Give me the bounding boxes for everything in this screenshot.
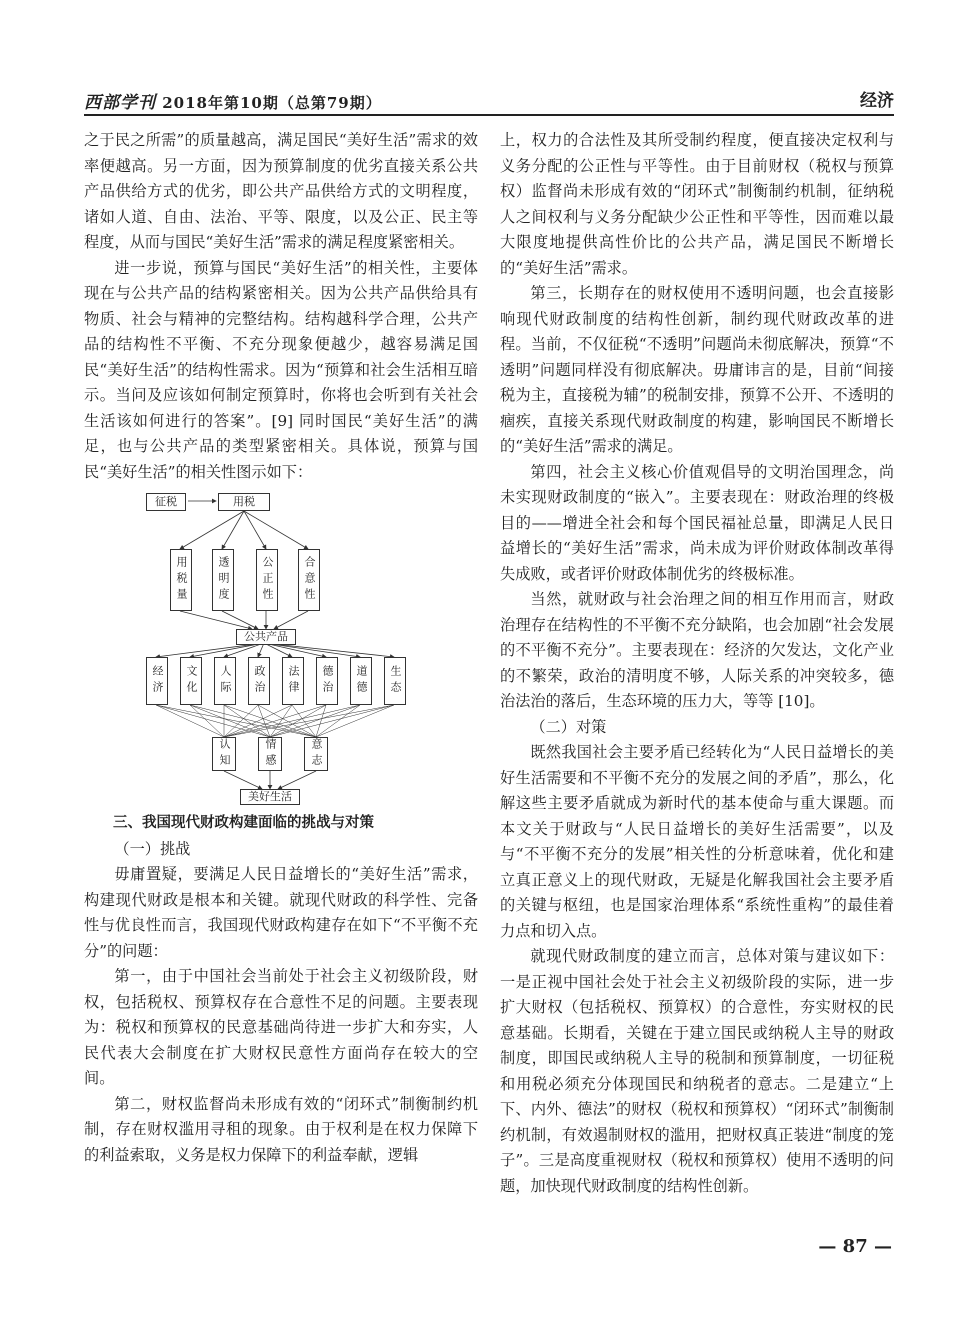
paragraph: 第四，社会主义核心价值观倡导的文明治国理念，尚未实现财政制度的“嵌入”。主要表现在：财政治理的终极目的——增进全社会和每个国民福祉总量，即满足人民日益增长的“美好生活”需求，尚未成为评价财政体制改革得失成败，或者评价财政体制优劣的终极标准。 bbox=[500, 462, 894, 583]
issue-info: 2018年第10期（总第79期） bbox=[162, 94, 382, 112]
diagram-node-mid: 用税量 bbox=[170, 549, 192, 611]
diagram-node-type: 德治 bbox=[316, 657, 338, 705]
subsection-heading: （一）挑战 bbox=[114, 839, 191, 858]
diagram-node-type: 人际 bbox=[214, 657, 236, 705]
diagram-node-tax-use: 用税 bbox=[218, 493, 270, 511]
section-tag: 经济 bbox=[860, 91, 894, 111]
right-column bbox=[500, 128, 894, 1199]
diagram-node-type: 文化 bbox=[180, 657, 202, 705]
diagram-node-type: 政治 bbox=[248, 657, 270, 705]
diagram-node-public-goods: 公共产品 bbox=[236, 629, 296, 645]
page-header bbox=[84, 86, 894, 114]
paragraph: 第二，财权监督尚未形成有效的“闭环式”制衡制约机制，存在财权滥用寻租的现象。由于权利是在权力保障下的利益索取，义务是权力保障下的利益奉献，逻辑 bbox=[84, 1094, 478, 1164]
paragraph: 上，权力的合法性及其所受制约程度，便直接决定权利与义务分配的公正性与平等性。由于目前财权（税权与预算权）监督尚未形成有效的“闭环式”制衡制约机制，征纳税人之间权利与义务分配缺少公正性和平等性，因而难以最大限度地提供高性价比的公共产品，满足国民不断增长的“美好生活”需求。 bbox=[500, 131, 894, 277]
diagram-node-need: 情感 bbox=[258, 737, 282, 771]
diagram-node-type: 生态 bbox=[384, 657, 406, 705]
paragraph: 第一，由于中国社会当前处于社会主义初级阶段，财权，包括税权、预算权存在合意性不足的问题。主要表现为：税权和预算权的民意基础尚待进一步扩大和夯实，人民代表大会制度在扩大财权民意性方面尚存在较大的空间。 bbox=[84, 967, 478, 1087]
paragraph: 毋庸置疑，要满足人民日益增长的“美好生活”需求，构建现代财政是根本和关键。就现代财政的科学性、完备性与优良性而言，我国现代财政构建存在如下“不平衡不充分”的问题： bbox=[84, 865, 478, 960]
diagram-node-type: 经济 bbox=[146, 657, 168, 705]
subsection-heading: （二）对策 bbox=[530, 717, 607, 736]
diagram-node-type: 法律 bbox=[282, 657, 304, 705]
paragraph: 进一步说，预算与国民“美好生活”的相关性，主要体现在与公共产品的结构紧密相关。因为公共产品供给具有物质、社会与精神的完整结构。结构越科学合理，公共产品的结构性不平衡、不充分现象便越少，越容易满足国民“美好生活”的结构性需求。因为“预算和社会生活相互暗示。当问及应该如何制定预算时，你将也会听到有关社会生活该如何进行的答案”。[9] 同时国民“美好生活”的满足，也与公共产品的类型紧密相关。具体说，预算与国民“美好生活”的相关性图示如下： bbox=[84, 258, 478, 481]
paragraph: 就现代财政制度的建立而言，总体对策与建议如下：一是正视中国社会处于社会主义初级阶段的实际，进一步扩大财权（包括税权、预算权）的合意性，夯实财权的民意基础。长期看，关键在于建立国民或纳税人主导的财政制度，即国民或纳税人主导的税制和预算制度，一切征税和用税必须充分体现国民和纳税者的意志。二是建立“上下、内外、德法”的财权（税权和预算权）“闭环式”制衡制约机制，有效遏制财权的滥用，把财权真正装进“制度的笼子”。三是高度重视财权（税权和预算权）使用不透明的问题，加快现代财政制度的结构性创新。 bbox=[500, 947, 894, 1195]
diagram-node-mid: 合意性 bbox=[298, 549, 320, 611]
diagram-arrows bbox=[144, 493, 444, 805]
diagram-node-need: 认知 bbox=[212, 737, 236, 771]
diagram-node-mid: 透明度 bbox=[212, 549, 234, 611]
paragraph: 之于民之所需”的质量越高，满足国民“美好生活”需求的效率便越高。另一方面，因为预算制度的优劣直接关系公共产品供给方式的优劣，即公共产品供给方式的文明程度，诸如人道、自由、法治、平等、限度，以及公正、民主等程度，从而与国民“美好生活”需求的满足程度紧密相关。 bbox=[84, 131, 478, 251]
diagram-node-tax-levy: 征税 bbox=[146, 493, 186, 511]
left-column bbox=[84, 128, 478, 1168]
journal-info bbox=[84, 88, 382, 113]
diagram-node-need: 意志 bbox=[304, 737, 328, 771]
paragraph: 当然，就财政与社会治理之间的相互作用而言，财政治理存在结构性的不平衡不充分缺陷，也会加剧“社会发展的不平衡不充分”。主要表现在：经济的欠发达，文化产业的不繁荣，政治的清明度不够，人际关系的冲突较多，德治法治的落后，生态环境的压力大，等等 [10]。 bbox=[500, 590, 894, 710]
diagram-node-mid: 公正性 bbox=[256, 549, 278, 611]
header-rule bbox=[84, 114, 894, 116]
journal-name: 西部学刊 bbox=[84, 93, 156, 113]
section-title: 三、我国现代财政构建面临的挑战与对策 bbox=[113, 815, 374, 831]
diagram-node-type: 道德 bbox=[350, 657, 372, 705]
correlation-diagram bbox=[144, 493, 444, 805]
paragraph: 既然我国社会主要矛盾已经转化为“人民日益增长的美好生活需要和不平衡不充分的发展之间的矛盾”，那么，化解这些主要矛盾就成为新时代的基本使命与重大课题。而本文关于财政与“人民日益增长的美好生活需要”，以及与“不平衡不充分的发展”相关性的分析意味着，优化和建立真正意义上的现代财政，无疑是化解我国社会主要矛盾的关键与枢纽，也是国家治理体系“系统性重构”的最佳着力点和切入点。 bbox=[500, 743, 894, 940]
page-number: — 87 — bbox=[818, 1236, 892, 1257]
paragraph: 第三，长期存在的财权使用不透明问题，也会直接影响现代财政制度的结构性创新，制约现代财政改革的进程。当前，不仅征税“不透明”问题尚未彻底解决，预算“不透明”问题同样没有彻底解决。毋庸讳言的是，目前“间接税为主，直接税为辅”的税制安排，预算不公开、不透明的痼疾，直接关系现代财政制度的构建，影响国民不断增长的“美好生活”需求的满足。 bbox=[500, 284, 894, 455]
diagram-node-good-life: 美好生活 bbox=[240, 789, 300, 805]
